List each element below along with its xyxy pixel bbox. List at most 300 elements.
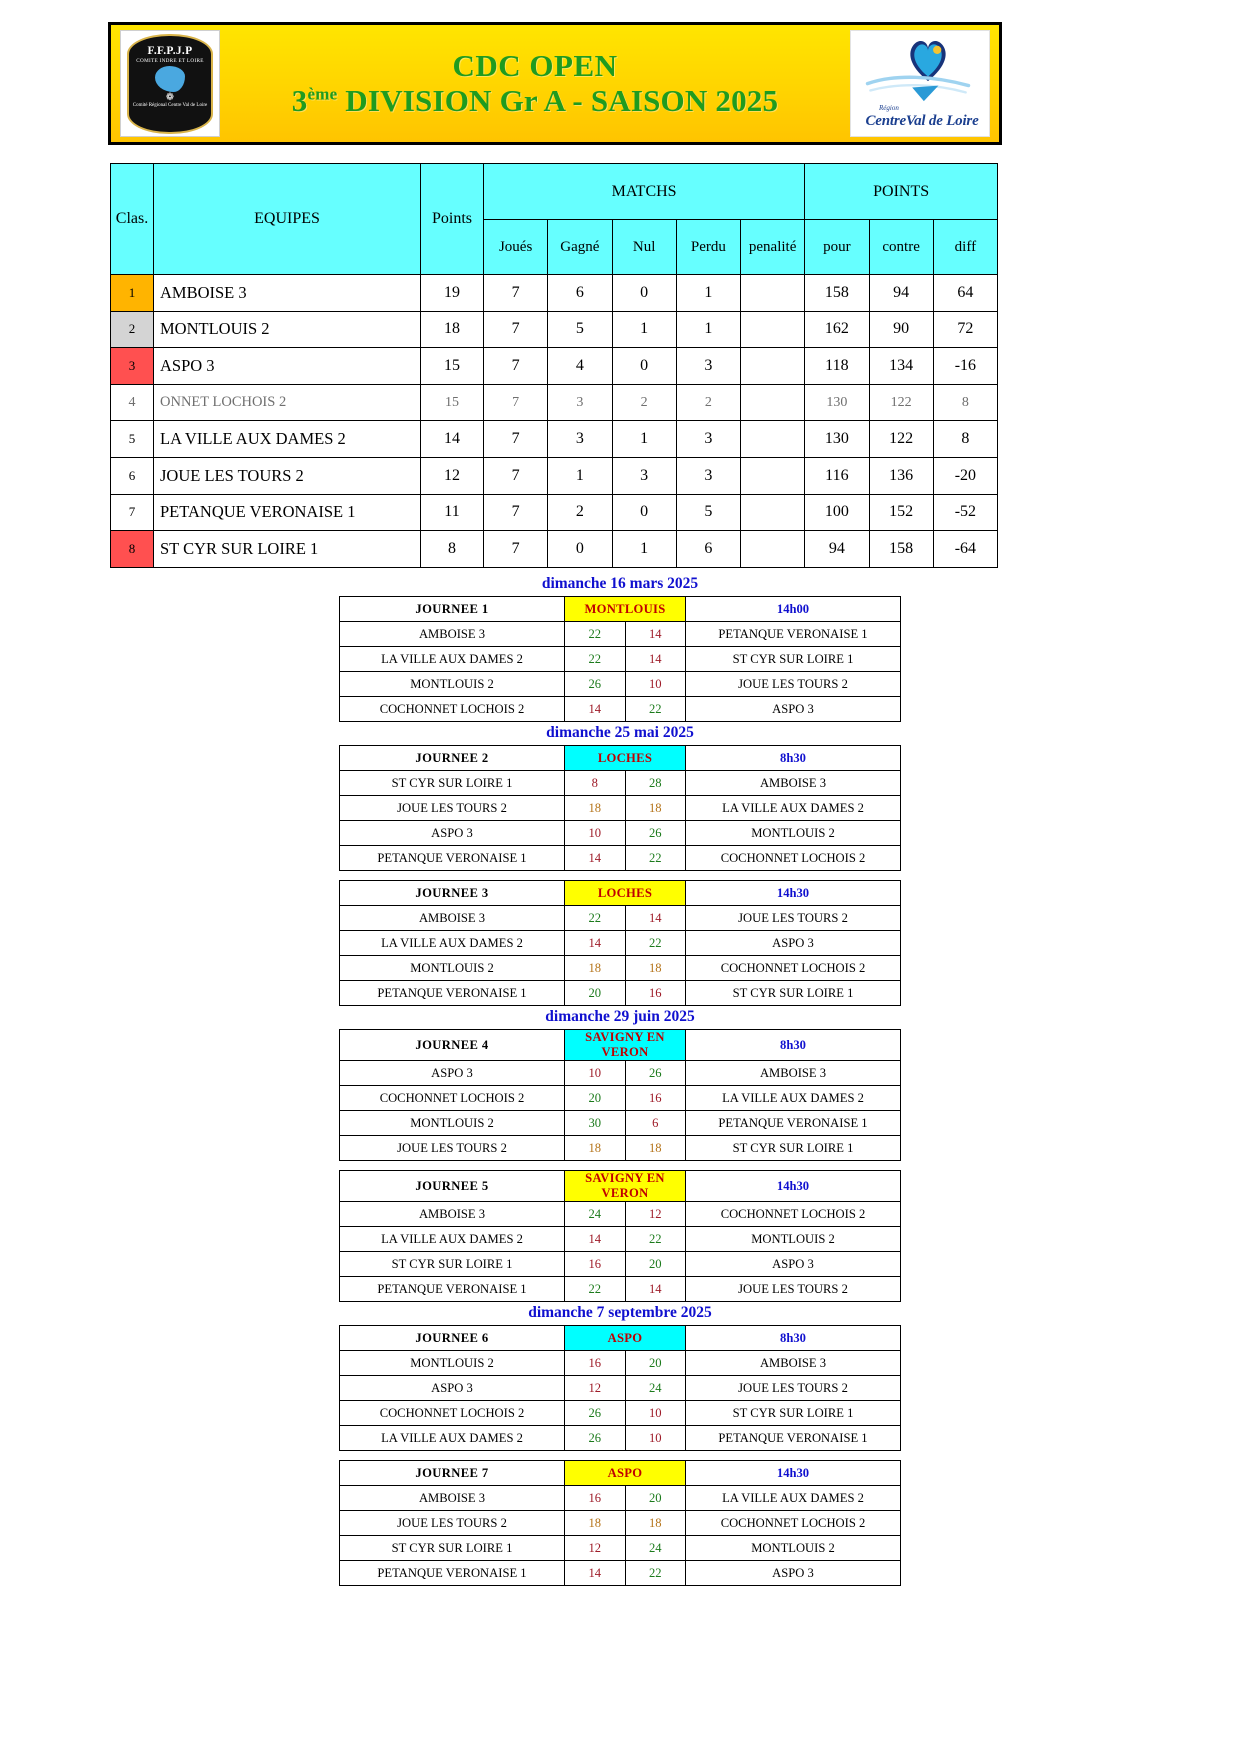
match-away-score: 6 xyxy=(625,1111,686,1136)
perdu-cell: 6 xyxy=(676,531,740,568)
match-away-team: JOUE LES TOURS 2 xyxy=(686,1277,901,1302)
schedule-date: dimanche 7 septembre 2025 xyxy=(528,1304,712,1321)
diff-cell: -64 xyxy=(933,531,997,568)
match-home-score: 12 xyxy=(565,1536,626,1561)
standings-row xyxy=(111,275,998,312)
journee-header-row xyxy=(340,1326,901,1351)
match-home-score: 10 xyxy=(565,1061,626,1086)
match-away-team: ST CYR SUR LOIRE 1 xyxy=(686,647,901,672)
match-away-team: COCHONNET LOCHOIS 2 xyxy=(686,956,901,981)
match-away-score: 14 xyxy=(625,906,686,931)
header-diff: diff xyxy=(933,220,997,275)
team-name-cell: MONTLOUIS 2 xyxy=(154,311,421,348)
match-home-team: JOUE LES TOURS 2 xyxy=(340,1136,565,1161)
match-row xyxy=(340,906,901,931)
points-cell: 8 xyxy=(421,531,484,568)
match-away-score: 16 xyxy=(625,981,686,1006)
schedule-date: dimanche 25 mai 2025 xyxy=(546,724,694,741)
points-cell: 15 xyxy=(421,384,484,421)
match-away-score: 18 xyxy=(625,1136,686,1161)
schedule-spacer xyxy=(0,1161,1240,1170)
rank-cell: 3 xyxy=(111,348,154,385)
match-row xyxy=(340,647,901,672)
ffpjp-committee-label: COMITE INDRE ET LOIRE xyxy=(136,57,204,64)
match-away-score: 22 xyxy=(625,697,686,722)
match-row xyxy=(340,956,901,981)
nul-cell: 2 xyxy=(612,384,676,421)
match-home-team: COCHONNET LOCHOIS 2 xyxy=(340,697,565,722)
match-home-team: JOUE LES TOURS 2 xyxy=(340,1511,565,1536)
match-away-team: JOUE LES TOURS 2 xyxy=(686,906,901,931)
joues-cell: 7 xyxy=(484,494,548,531)
joues-cell: 7 xyxy=(484,275,548,312)
journee-time: 14h30 xyxy=(686,1171,901,1202)
match-away-score: 26 xyxy=(625,821,686,846)
match-row xyxy=(340,931,901,956)
journee-table xyxy=(339,1029,901,1161)
match-home-score: 18 xyxy=(565,1136,626,1161)
journee-table xyxy=(339,596,901,722)
journee-time: 14h30 xyxy=(686,1461,901,1486)
match-home-score: 22 xyxy=(565,906,626,931)
rank-cell: 1 xyxy=(111,275,154,312)
match-home-team: PETANQUE VERONAISE 1 xyxy=(340,1277,565,1302)
match-home-score: 20 xyxy=(565,1086,626,1111)
nul-cell: 1 xyxy=(612,531,676,568)
match-away-team: COCHONNET LOCHOIS 2 xyxy=(686,846,901,871)
match-home-team: LA VILLE AUX DAMES 2 xyxy=(340,1227,565,1252)
team-name-cell: JOUE LES TOURS 2 xyxy=(154,457,421,494)
journee-label: JOURNEE 2 xyxy=(340,746,565,771)
gagne-cell: 3 xyxy=(548,421,612,458)
diff-cell: 64 xyxy=(933,275,997,312)
match-away-score: 10 xyxy=(625,1426,686,1451)
journee-table xyxy=(339,745,901,871)
joues-cell: 7 xyxy=(484,384,548,421)
match-row xyxy=(340,1277,901,1302)
match-away-team: MONTLOUIS 2 xyxy=(686,821,901,846)
match-home-score: 14 xyxy=(565,697,626,722)
match-away-team: ST CYR SUR LOIRE 1 xyxy=(686,1136,901,1161)
header-pour: pour xyxy=(805,220,869,275)
match-row xyxy=(340,1561,901,1586)
journee-header-row xyxy=(340,881,901,906)
gagne-cell: 0 xyxy=(548,531,612,568)
journee-header-row xyxy=(340,1030,901,1061)
page-title-line1: CDC OPEN xyxy=(452,47,618,83)
contre-cell: 122 xyxy=(869,421,933,458)
match-away-team: LA VILLE AUX DAMES 2 xyxy=(686,1086,901,1111)
match-home-team: LA VILLE AUX DAMES 2 xyxy=(340,931,565,956)
match-row xyxy=(340,796,901,821)
journee-table xyxy=(339,1325,901,1451)
match-away-team: ASPO 3 xyxy=(686,1252,901,1277)
schedule-spacer xyxy=(0,871,1240,880)
nul-cell: 0 xyxy=(612,275,676,312)
journee-header-row xyxy=(340,1461,901,1486)
points-cell: 11 xyxy=(421,494,484,531)
journee-label: JOURNEE 6 xyxy=(340,1326,565,1351)
match-away-score: 14 xyxy=(625,647,686,672)
region-logo-main-text: CentreVal de Loire xyxy=(865,113,979,129)
ffpjp-flower-icon: ❁ xyxy=(165,92,175,103)
header-points: Points xyxy=(421,164,484,275)
diff-cell: 8 xyxy=(933,421,997,458)
contre-cell: 134 xyxy=(869,348,933,385)
match-away-score: 22 xyxy=(625,931,686,956)
diff-cell: 8 xyxy=(933,384,997,421)
rank-cell: 2 xyxy=(111,311,154,348)
schedule-date: dimanche 29 juin 2025 xyxy=(545,1008,695,1025)
match-row xyxy=(340,1376,901,1401)
rank-cell: 8 xyxy=(111,531,154,568)
perdu-cell: 3 xyxy=(676,421,740,458)
page-title xyxy=(220,49,850,118)
schedule-spacer xyxy=(0,1451,1240,1460)
diff-cell: -20 xyxy=(933,457,997,494)
match-home-score: 14 xyxy=(565,1227,626,1252)
match-away-team: LA VILLE AUX DAMES 2 xyxy=(686,1486,901,1511)
match-away-score: 10 xyxy=(625,672,686,697)
match-home-team: AMBOISE 3 xyxy=(340,906,565,931)
gagne-cell: 6 xyxy=(548,275,612,312)
journee-time: 14h00 xyxy=(686,597,901,622)
match-away-score: 20 xyxy=(625,1351,686,1376)
nul-cell: 1 xyxy=(612,421,676,458)
page-title-line2 xyxy=(226,84,844,119)
match-home-score: 16 xyxy=(565,1486,626,1511)
journee-time: 14h30 xyxy=(686,881,901,906)
pour-cell: 158 xyxy=(805,275,869,312)
match-home-score: 14 xyxy=(565,931,626,956)
division-ordinal-suffix: ème xyxy=(307,84,338,104)
header-points-group: POINTS xyxy=(805,164,998,220)
match-home-score: 18 xyxy=(565,1511,626,1536)
match-away-team: MONTLOUIS 2 xyxy=(686,1227,901,1252)
standings-row xyxy=(111,348,998,385)
match-home-team: AMBOISE 3 xyxy=(340,622,565,647)
match-home-team: ASPO 3 xyxy=(340,821,565,846)
match-home-score: 18 xyxy=(565,796,626,821)
standings-row xyxy=(111,531,998,568)
points-cell: 12 xyxy=(421,457,484,494)
diff-cell: -16 xyxy=(933,348,997,385)
match-away-score: 24 xyxy=(625,1536,686,1561)
match-row xyxy=(340,672,901,697)
perdu-cell: 1 xyxy=(676,311,740,348)
team-name-cell: PETANQUE VERONAISE 1 xyxy=(154,494,421,531)
journee-table xyxy=(339,880,901,1006)
nul-cell: 3 xyxy=(612,457,676,494)
journee-venue: SAVIGNY EN VERON xyxy=(565,1030,686,1061)
match-home-score: 20 xyxy=(565,981,626,1006)
journee-header-row xyxy=(340,1171,901,1202)
contre-cell: 158 xyxy=(869,531,933,568)
match-home-team: ST CYR SUR LOIRE 1 xyxy=(340,1252,565,1277)
title-banner xyxy=(108,22,1002,145)
journee-label: JOURNEE 7 xyxy=(340,1461,565,1486)
header-penalite: penalité xyxy=(741,220,805,275)
match-away-team: AMBOISE 3 xyxy=(686,771,901,796)
match-away-score: 20 xyxy=(625,1486,686,1511)
match-away-score: 18 xyxy=(625,1511,686,1536)
match-home-score: 16 xyxy=(565,1351,626,1376)
match-row xyxy=(340,1061,901,1086)
joues-cell: 7 xyxy=(484,348,548,385)
journee-time: 8h30 xyxy=(686,1030,901,1061)
standings-row xyxy=(111,384,998,421)
points-cell: 18 xyxy=(421,311,484,348)
penalite-cell xyxy=(741,421,805,458)
team-name-cell: ST CYR SUR LOIRE 1 xyxy=(154,531,421,568)
match-home-team: LA VILLE AUX DAMES 2 xyxy=(340,647,565,672)
match-away-team: ASPO 3 xyxy=(686,931,901,956)
header-gagne: Gagné xyxy=(548,220,612,275)
perdu-cell: 5 xyxy=(676,494,740,531)
match-away-score: 24 xyxy=(625,1376,686,1401)
match-home-score: 22 xyxy=(565,1277,626,1302)
joues-cell: 7 xyxy=(484,421,548,458)
standings-table xyxy=(110,163,998,568)
contre-cell: 90 xyxy=(869,311,933,348)
division-number: 3 xyxy=(291,82,308,118)
journee-label: JOURNEE 5 xyxy=(340,1171,565,1202)
rank-cell: 5 xyxy=(111,421,154,458)
match-home-team: PETANQUE VERONAISE 1 xyxy=(340,1561,565,1586)
match-home-score: 22 xyxy=(565,622,626,647)
points-cell: 14 xyxy=(421,421,484,458)
match-row xyxy=(340,622,901,647)
team-name-cell: LA VILLE AUX DAMES 2 xyxy=(154,421,421,458)
match-home-score: 22 xyxy=(565,647,626,672)
journee-venue: MONTLOUIS xyxy=(565,597,686,622)
journee-header-row xyxy=(340,746,901,771)
match-away-score: 18 xyxy=(625,956,686,981)
match-row xyxy=(340,1401,901,1426)
match-away-score: 18 xyxy=(625,796,686,821)
pour-cell: 130 xyxy=(805,421,869,458)
rank-cell: 4 xyxy=(111,384,154,421)
penalite-cell xyxy=(741,494,805,531)
joues-cell: 7 xyxy=(484,311,548,348)
contre-cell: 94 xyxy=(869,275,933,312)
diff-cell: 72 xyxy=(933,311,997,348)
ffpjp-shield-icon xyxy=(127,34,213,134)
joues-cell: 7 xyxy=(484,531,548,568)
match-home-team: ASPO 3 xyxy=(340,1061,565,1086)
journee-header-row xyxy=(340,597,901,622)
contre-cell: 136 xyxy=(869,457,933,494)
match-row xyxy=(340,1202,901,1227)
team-name-cell: AMBOISE 3 xyxy=(154,275,421,312)
journee-time: 8h30 xyxy=(686,746,901,771)
journee-venue: ASPO xyxy=(565,1461,686,1486)
journee-label: JOURNEE 4 xyxy=(340,1030,565,1061)
region-centre-val-de-loire-logo xyxy=(850,30,990,137)
match-away-score: 14 xyxy=(625,622,686,647)
gagne-cell: 4 xyxy=(548,348,612,385)
ffpjp-federation-label: F.F.P.J.P xyxy=(147,44,193,57)
gagne-cell: 3 xyxy=(548,384,612,421)
match-away-team: ST CYR SUR LOIRE 1 xyxy=(686,1401,901,1426)
journee-venue: LOCHES xyxy=(565,746,686,771)
pour-cell: 130 xyxy=(805,384,869,421)
perdu-cell: 3 xyxy=(676,348,740,385)
match-home-team: MONTLOUIS 2 xyxy=(340,1111,565,1136)
journee-table xyxy=(339,1170,901,1302)
match-home-score: 12 xyxy=(565,1376,626,1401)
match-away-score: 22 xyxy=(625,846,686,871)
loire-swoosh-icon xyxy=(865,71,973,105)
match-away-team: COCHONNET LOCHOIS 2 xyxy=(686,1202,901,1227)
match-row xyxy=(340,1511,901,1536)
match-home-team: COCHONNET LOCHOIS 2 xyxy=(340,1401,565,1426)
joues-cell: 7 xyxy=(484,457,548,494)
pour-cell: 162 xyxy=(805,311,869,348)
match-home-team: COCHONNET LOCHOIS 2 xyxy=(340,1086,565,1111)
schedule-date: dimanche 16 mars 2025 xyxy=(541,575,699,592)
perdu-cell: 2 xyxy=(676,384,740,421)
match-home-score: 26 xyxy=(565,672,626,697)
match-home-team: AMBOISE 3 xyxy=(340,1486,565,1511)
match-row xyxy=(340,981,901,1006)
header-joues: Joués xyxy=(484,220,548,275)
match-row xyxy=(340,1227,901,1252)
match-row xyxy=(340,1136,901,1161)
journee-venue: SAVIGNY EN VERON xyxy=(565,1171,686,1202)
match-away-team: COCHONNET LOCHOIS 2 xyxy=(686,1511,901,1536)
standings-body xyxy=(111,275,998,568)
match-home-score: 26 xyxy=(565,1426,626,1451)
match-away-team: JOUE LES TOURS 2 xyxy=(686,672,901,697)
match-home-score: 16 xyxy=(565,1252,626,1277)
match-away-team: AMBOISE 3 xyxy=(686,1351,901,1376)
match-away-score: 12 xyxy=(625,1202,686,1227)
match-away-team: AMBOISE 3 xyxy=(686,1061,901,1086)
match-home-team: ST CYR SUR LOIRE 1 xyxy=(340,771,565,796)
penalite-cell xyxy=(741,384,805,421)
match-home-score: 30 xyxy=(565,1111,626,1136)
match-home-score: 26 xyxy=(565,1401,626,1426)
match-away-team: PETANQUE VERONAISE 1 xyxy=(686,1426,901,1451)
gagne-cell: 1 xyxy=(548,457,612,494)
gagne-cell: 2 xyxy=(548,494,612,531)
match-home-score: 10 xyxy=(565,821,626,846)
match-away-team: ASPO 3 xyxy=(686,697,901,722)
match-home-score: 8 xyxy=(565,771,626,796)
header-equipes: EQUIPES xyxy=(154,164,421,275)
match-row xyxy=(340,771,901,796)
match-away-team: MONTLOUIS 2 xyxy=(686,1536,901,1561)
header-matchs-group: MATCHS xyxy=(484,164,805,220)
journee-venue: ASPO xyxy=(565,1326,686,1351)
match-away-score: 10 xyxy=(625,1401,686,1426)
penalite-cell xyxy=(741,275,805,312)
penalite-cell xyxy=(741,531,805,568)
match-row xyxy=(340,1536,901,1561)
points-cell: 15 xyxy=(421,348,484,385)
match-home-team: JOUE LES TOURS 2 xyxy=(340,796,565,821)
match-away-score: 16 xyxy=(625,1086,686,1111)
nul-cell: 0 xyxy=(612,348,676,385)
team-name-cell: ONNET LOCHOIS 2 xyxy=(154,384,421,421)
region-logo-small-text: Région xyxy=(879,104,899,112)
header-nul: Nul xyxy=(612,220,676,275)
pour-cell: 94 xyxy=(805,531,869,568)
match-home-team: PETANQUE VERONAISE 1 xyxy=(340,846,565,871)
match-home-team: ASPO 3 xyxy=(340,1376,565,1401)
division-label: DIVISION Gr A - SAISON 2025 xyxy=(337,82,779,118)
match-away-score: 28 xyxy=(625,771,686,796)
journee-venue: LOCHES xyxy=(565,881,686,906)
match-home-team: ST CYR SUR LOIRE 1 xyxy=(340,1536,565,1561)
match-home-team: AMBOISE 3 xyxy=(340,1202,565,1227)
match-home-team: PETANQUE VERONAISE 1 xyxy=(340,981,565,1006)
journee-label: JOURNEE 3 xyxy=(340,881,565,906)
match-home-score: 18 xyxy=(565,956,626,981)
standings-header xyxy=(111,164,998,275)
match-home-score: 24 xyxy=(565,1202,626,1227)
gagne-cell: 5 xyxy=(548,311,612,348)
match-home-score: 14 xyxy=(565,1561,626,1586)
rank-cell: 6 xyxy=(111,457,154,494)
match-away-score: 14 xyxy=(625,1277,686,1302)
points-cell: 19 xyxy=(421,275,484,312)
team-name-cell: ASPO 3 xyxy=(154,348,421,385)
match-home-team: MONTLOUIS 2 xyxy=(340,956,565,981)
nul-cell: 1 xyxy=(612,311,676,348)
match-row xyxy=(340,821,901,846)
match-away-score: 22 xyxy=(625,1227,686,1252)
standings-row xyxy=(111,311,998,348)
match-row xyxy=(340,1252,901,1277)
match-away-team: PETANQUE VERONAISE 1 xyxy=(686,1111,901,1136)
penalite-cell xyxy=(741,457,805,494)
perdu-cell: 3 xyxy=(676,457,740,494)
journee-table xyxy=(339,1460,901,1586)
diff-cell: -52 xyxy=(933,494,997,531)
match-home-team: MONTLOUIS 2 xyxy=(340,672,565,697)
journee-time: 8h30 xyxy=(686,1326,901,1351)
journee-label: JOURNEE 1 xyxy=(340,597,565,622)
standings-row xyxy=(111,421,998,458)
header-contre: contre xyxy=(869,220,933,275)
header-perdu: Perdu xyxy=(676,220,740,275)
ffpjp-region-shape-icon xyxy=(155,66,185,92)
contre-cell: 122 xyxy=(869,384,933,421)
standings-row xyxy=(111,494,998,531)
match-row xyxy=(340,1111,901,1136)
penalite-cell xyxy=(741,348,805,385)
match-row xyxy=(340,1086,901,1111)
match-away-team: LA VILLE AUX DAMES 2 xyxy=(686,796,901,821)
match-row xyxy=(340,1486,901,1511)
match-away-team: ASPO 3 xyxy=(686,1561,901,1586)
match-row xyxy=(340,697,901,722)
match-row xyxy=(340,1351,901,1376)
match-row xyxy=(340,1426,901,1451)
ffpjp-logo xyxy=(120,30,220,137)
nul-cell: 0 xyxy=(612,494,676,531)
match-home-score: 14 xyxy=(565,846,626,871)
ffpjp-regional-label: Comité Régional Centre Val de Loire xyxy=(132,103,208,108)
standings-row xyxy=(111,457,998,494)
pour-cell: 118 xyxy=(805,348,869,385)
match-away-team: PETANQUE VERONAISE 1 xyxy=(686,622,901,647)
contre-cell: 152 xyxy=(869,494,933,531)
match-home-team: MONTLOUIS 2 xyxy=(340,1351,565,1376)
penalite-cell xyxy=(741,311,805,348)
